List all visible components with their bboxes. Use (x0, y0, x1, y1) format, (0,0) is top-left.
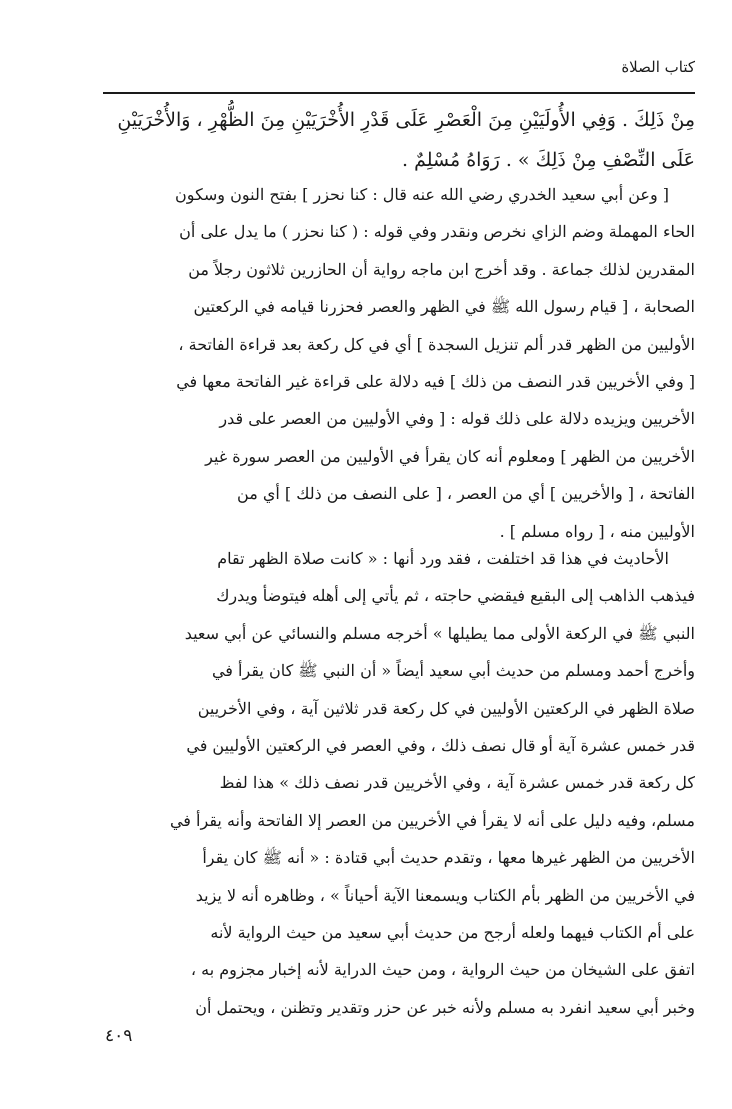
hadith-line: عَلَى النِّصْفِ مِنْ ذَلِكَ » . رَوَاهُ مُسْلِمٌ . (402, 149, 695, 171)
text-line: المقدرين لذلك جماعة . وقد أخرج ابن ماجه رواية أن الحازرين ثلاثون رجلاً من (188, 259, 695, 279)
text-line: كل ركعة قدر خمس عشرة آية ، وفي الأخريين قدر نصف ذلك » هذا لفظ (219, 773, 695, 793)
text-line: الأحاديث في هذا قد اختلفت ، فقد ورد أنها : « كانت صلاة الظهر تقام (217, 549, 669, 568)
page-number (105, 1024, 165, 1048)
text-line: الأوليين منه ، [ رواه مسلم ] . (499, 521, 695, 541)
hadith-text (80, 100, 695, 180)
header-rule (103, 92, 695, 94)
text-line: وأخرج أحمد ومسلم من حديث أبي سعيد أيضاً « أن النبي ﷺ كان يقرأ في (211, 661, 695, 681)
text-line: مسلم، وفيه دليل على أنه لا يقرأ في الأخريين من العصر إلا الفاتحة وأنه يقرأ في (169, 810, 695, 830)
text-line: وخبر أبي سعيد انفرد به مسلم ولأنه خبر عن حزر وتقدير وتظنن ، ويحتمل أن (195, 997, 695, 1017)
running-header (103, 56, 695, 78)
commentary-paragraph-1 (80, 176, 695, 550)
book-title: كتاب الصلاة (621, 58, 695, 76)
commentary-paragraph-2 (80, 540, 695, 1026)
text-line: صلاة الظهر في الركعتين الأوليين في كل ركعة قدر ثلاثين آية ، وفي الأخريين (197, 698, 695, 718)
text-line: في الأخريين من الظهر بأم الكتاب ويسمعنا الآية أحياناً » ، وظاهره أنه لا يزيد (195, 885, 695, 905)
text-line: النبي ﷺ في الركعة الأولى مما يطيلها » أخرجه مسلم والنسائي عن أبي سعيد (184, 623, 695, 643)
text-line: الحاء المهملة وضم الزاي نخرص ونقدر وفي قوله : ( كنا نحزر ) ما يدل على أن (179, 222, 695, 242)
text-line: فيذهب الذاهب إلى البقيع فيقضي حاجته ، ثم يأتي إلى أهله فيتوضأ ويدرك (216, 586, 695, 606)
text-line: الفاتحة ، [ والأخريين ] أي من العصر ، [ على النصف من ذلك ] أي من (237, 484, 695, 504)
text-line: على أم الكتاب فيهما ولعله أرجح من حديث أبي سعيد من حيث الرواية لأنه (210, 923, 695, 943)
text-line: الأخريين من الظهر غيرها معها ، وتقدم حديث أبي قتادة : « أنه ﷺ كان يقرأ (202, 848, 695, 868)
text-line: قدر خمس عشرة آية أو قال نصف ذلك ، وفي العصر في الركعتين الأوليين في (186, 736, 695, 756)
text-line: اتفق على الشيخان من حيث الرواية ، ومن حيث الدراية لأنه إخبار مجزوم به ، (190, 960, 695, 980)
text-line: الأوليين من الظهر قدر ألم تنزيل السجدة ] أي في كل ركعة بعد قراءة الفاتحة ، (178, 334, 695, 354)
page-number-text: ٤٠٩ (105, 1026, 133, 1046)
text-line: الأخريين ويزيده دلالة على ذلك قوله : [ وفي الأوليين من العصر على قدر (219, 409, 695, 429)
text-line: [ وفي الأخريين قدر النصف من ذلك ] فيه دلالة على قراءة غير الفاتحة معها في (176, 372, 695, 392)
text-line: الأخريين من الظهر ] ومعلوم أنه كان يقرأ في الأوليين من العصر سورة غير (205, 446, 695, 466)
text-line: الصحابة ، [ قيام رسول الله ﷺ في الظهر والعصر فحزرنا قيامه في الركعتين (193, 297, 695, 317)
hadith-line: مِنْ ذَلِكَ . وَفِي الأُولَيَيْنِ مِنَ الْعَصْرِ عَلَى قَدْرِ الأُخْرَيَيْنِ مِنَ الظُّهْرِ ، وَالأُخْرَيَيْنِ (117, 109, 695, 131)
text-line: [ وعن أبي سعيد الخدري رضي الله عنه قال : كنا نحزر ] بفتح النون وسكون (175, 185, 669, 204)
